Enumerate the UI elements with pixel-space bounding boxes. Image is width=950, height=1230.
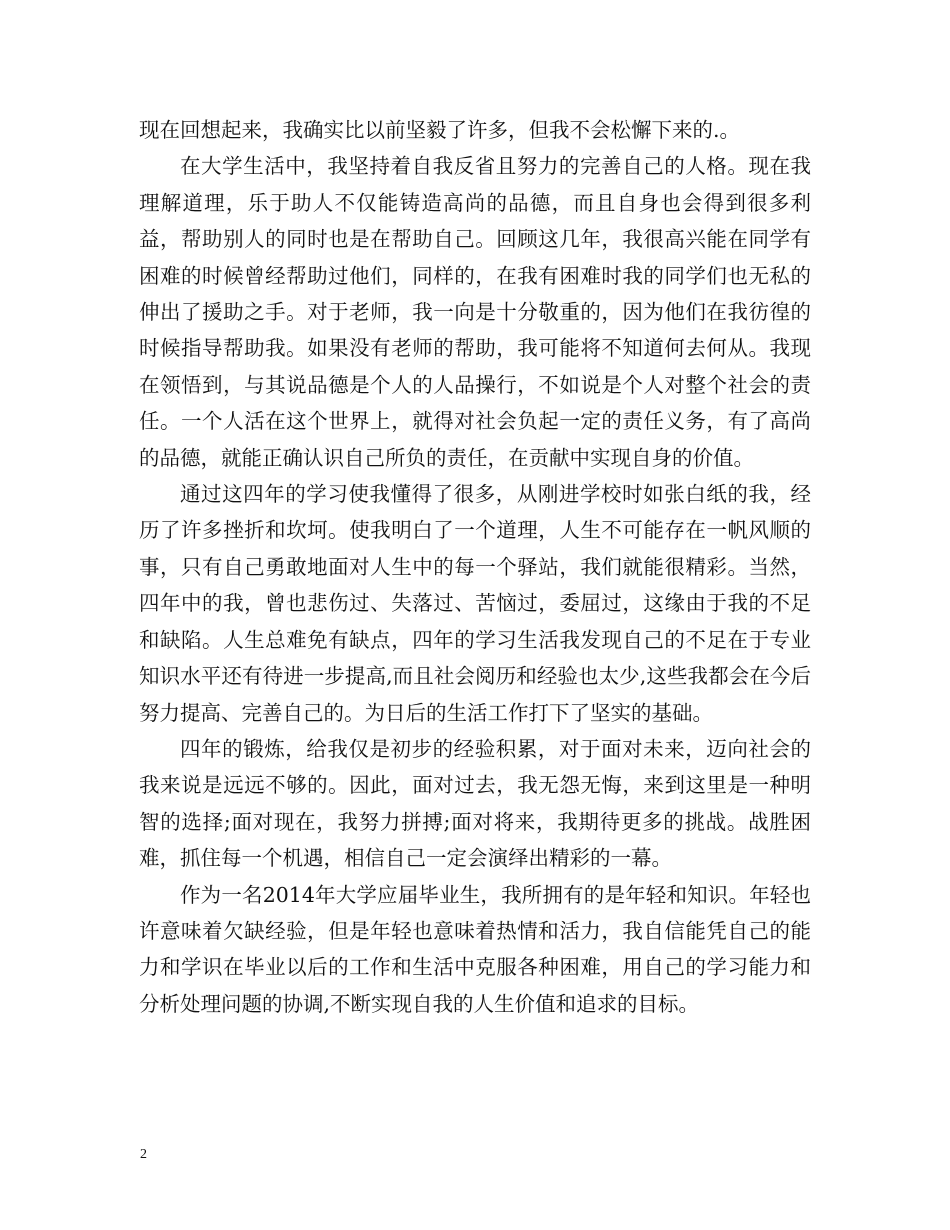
paragraph-character: 在大学生活中，我坚持着自我反省且努力的完善自己的人格。现在我理解道理，乐于助人不仅能铸造高尚的品德，而且自身也会得到很多利益，帮助别人的同时也是在帮助自己。回顾这几年，我很高兴能在同学有困难的时候曾经帮助过他们，同样的，在我有困难时我的同学们也无私的伸出了援助之手。对于老师，我一向是十分敬重的，因为他们在我彷徨的时候指导帮助我。如果没有老师的帮助，我可能将不知道何去何从。我现在领悟到，与其说品德是个人的人品操行，不如说是个人对整个社会的责任。一个人活在这个世界上，就得对社会负起一定的责任义务，有了高尚的品德，就能正确认识自己所负的责任，在贡献中实现自身的价值。 xyxy=(139,154,811,470)
paragraph-future: 四年的锻炼，给我仅是初步的经验积累，对于面对未来，迈向社会的我来说是远远不够的。因此，面对过去，我无怨无悔，来到这里是一种明智的选择;面对现在，我努力拼搏;面对将来，我期待更多的挑战。战胜困难，抓住每一个机遇，相信自己一定会演绎出精彩的一幕。 xyxy=(139,736,811,871)
page-number: 2 xyxy=(140,1147,147,1162)
paragraph-growth: 通过这四年的学习使我懂得了很多，从刚进学校时如张白纸的我，经历了许多挫折和坎坷。使我明白了一个道理，人生不可能存在一帆风顺的事，只有自己勇敢地面对人生中的每一个驿站，我们就能很精彩。当然，四年中的我，曾也悲伤过、失落过、苦恼过，委屈过，这缘由于我的不足和缺陷。人生总难免有缺点，四年的学习生活我发现自己的不足在于专业知识水平还有待进一步提高,而且社会阅历和经验也太少,这些我都会在今后努力提高、完善自己的。为日后的生活工作打下了坚实的基础。 xyxy=(139,482,811,725)
document-body xyxy=(139,112,811,1022)
paragraph-continuation: 现在回想起来，我确实比以前坚毅了许多，但我不会松懈下来的.。 xyxy=(139,118,741,142)
paragraph-graduate: 作为一名2014年大学应届毕业生，我所拥有的是年轻和知识。年轻也许意味着欠缺经验，但是年轻也意味着热情和活力，我自信能凭自己的能力和学识在毕业以后的工作和生活中克服各种困难，用自己的学习能力和分析处理问题的协调,不断实现自我的人生价值和追求的目标。 xyxy=(139,882,811,1016)
